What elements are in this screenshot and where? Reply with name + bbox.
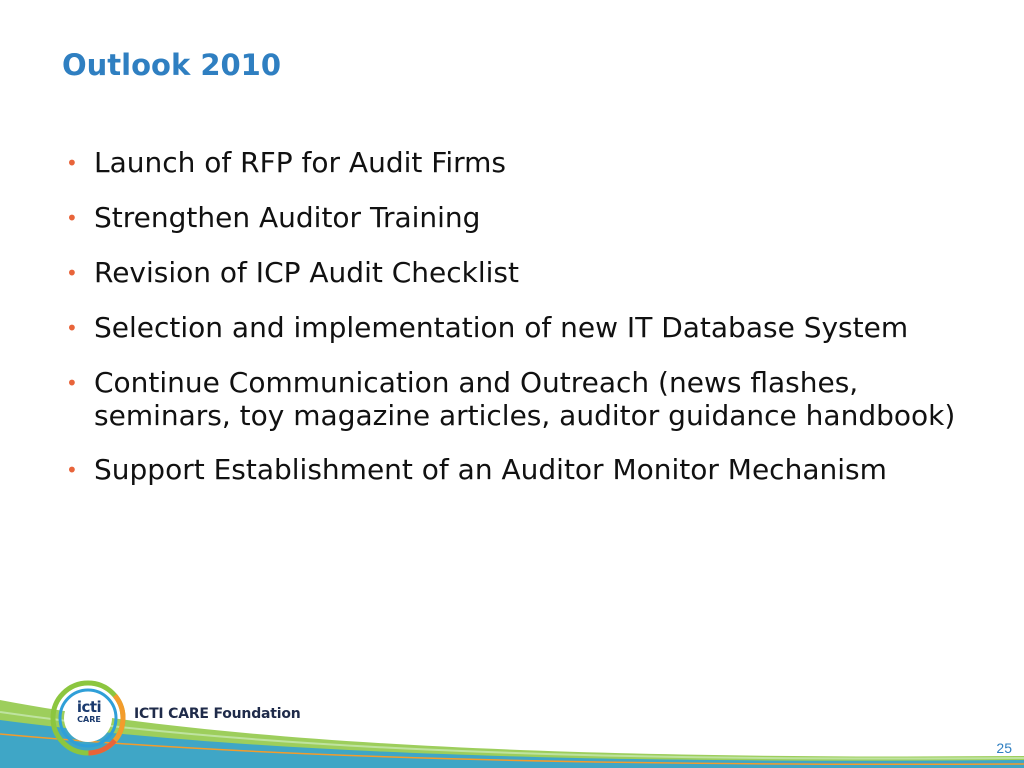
bullet-text: Launch of RFP for Audit Firms — [94, 146, 506, 179]
bullet-item — [62, 311, 972, 345]
bullet-item — [62, 146, 972, 180]
slide-title: Outlook 2010 — [62, 48, 282, 82]
bullet-text: Strengthen Auditor Training — [94, 201, 481, 234]
bullet-dot-icon: • — [66, 371, 78, 395]
bullet-text: Selection and implementation of new IT Database System — [94, 311, 909, 344]
bullet-item — [62, 453, 972, 487]
bullet-dot-icon: • — [66, 151, 78, 175]
bullet-text: Continue Communication and Outreach (news flashes, seminars, toy magazine articles, auditor guidance handbook) — [94, 366, 956, 432]
logo-wordmark — [70, 700, 108, 724]
bullet-dot-icon: • — [66, 206, 78, 230]
bullet-list — [62, 146, 972, 508]
logo-care-text: CARE — [77, 715, 101, 724]
page-number: 25 — [996, 740, 1012, 756]
logo-icti-text: icti — [76, 698, 102, 716]
bullet-text: Support Establishment of an Auditor Monitor Mechanism — [94, 453, 887, 486]
bullet-text: Revision of ICP Audit Checklist — [94, 256, 519, 289]
bullet-item — [62, 201, 972, 235]
bullet-item — [62, 366, 972, 432]
bullet-item — [62, 256, 972, 290]
organization-name: ICTI CARE Foundation — [134, 706, 301, 722]
bullet-dot-icon: • — [66, 458, 78, 482]
bullet-dot-icon: • — [66, 261, 78, 285]
bullet-dot-icon: • — [66, 316, 78, 340]
